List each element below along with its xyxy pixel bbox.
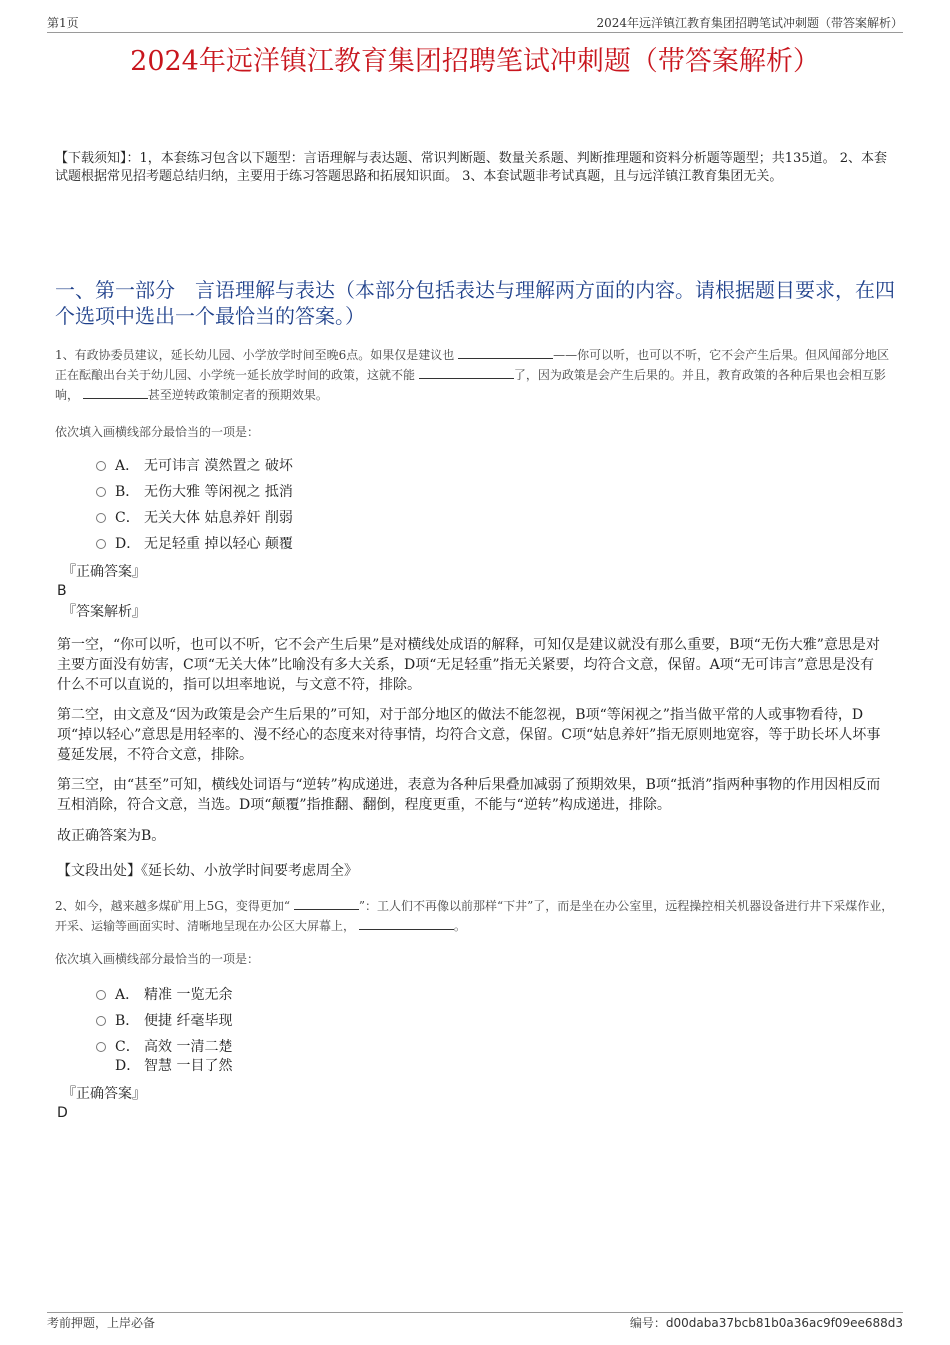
radio-button[interactable] [96, 1042, 106, 1052]
question-1-prompt: 依次填入画横线部分最恰当的一项是： [55, 425, 260, 439]
page-footer [47, 1312, 903, 1329]
page-number: 第1页 [47, 16, 79, 30]
radio-button[interactable] [96, 539, 106, 549]
question-2-stem: 2、如今，越来越多煤矿用上5G，变得更加“ ”：工人们不再像以前那样“下井”了，而是坐在办公室里，远程操控相关机器设备进行井下采煤作业，开采、运输等画面实时、清晰地呈现在办公区大屏幕上， 。 [55, 899, 894, 933]
question-1-answer-label: 『正确答案』 [62, 564, 146, 580]
radio-button[interactable] [96, 513, 106, 523]
blank-line [294, 897, 359, 910]
question-2-prompt: 依次填入画横线部分最恰当的一项是： [55, 952, 260, 966]
document-id: 编号：d00daba37bcb81b0a36ac9f09ee688d3 [629, 1316, 903, 1330]
question-1-stem: 1、有政协委员建议，延长幼儿园、小学放学时间至晚6点。如果仅是建议也 ——你可以听，也可以不听，它不会产生后果。但风闻部分地区正在酝酿出台关于幼儿园、小学统一延长放学时间的政策，这就不能 了，因为政策是会产生后果的。并且，教育政策的各种后果也会相互影响， 甚至逆转政策制定者的预期效果。 [55, 348, 890, 402]
question-1-answer: B [57, 583, 67, 599]
radio-button[interactable] [96, 1016, 106, 1026]
question-2-answer-label: 『正确答案』 [62, 1086, 146, 1102]
question-1-analysis-label: 『答案解析』 [62, 604, 146, 620]
blank-line [359, 917, 454, 930]
blank-line [458, 346, 553, 359]
blank-line [419, 366, 514, 379]
analysis-paragraph: 第一空，“你可以听，也可以不听，它不会产生后果”是对横线处成语的解释，可知仅是建议就没有那么重要，B项“无伤大雅”意思是对主要方面没有妨害，C项“无关大体”比喻没有多大关系，D项“无足轻重”指无关紧要，均符合文意，保留。A项“无可讳言”意思是没有什么不可以直说的，指可以坦率地说，与文意不符，排除。 [57, 637, 880, 693]
document-title: 2024年远洋镇江教育集团招聘笔试冲刺题（带答案解析） [130, 46, 820, 77]
analysis-paragraph: 第二空，由文意及“因为政策是会产生后果的”可知，对于部分地区的做法不能忽视，B项“等闲视之”指当做平常的人或事物看待，D项“掉以轻心”意思是用轻率的、漫不经心的态度来对待事情，均符合文意，保留。C项“姑息养奸”指无原则地宽容，等于助长坏人坏事蔓延发展，不符合文意，排除。 [57, 707, 881, 763]
header-doc-title: 2024年远洋镇江教育集团招聘笔试冲刺题（带答案解析） [596, 16, 903, 30]
page-header [47, 16, 903, 33]
analysis-paragraph: 第三空，由“甚至”可知，横线处词语与“逆转”构成递进，表意为各种后果叠加减弱了预期效果，B项“抵消”指两种事物的作用因相反而互相消除，符合文意，当选。D项“颠覆”指推翻、翻倒，程度更重，不能与“逆转”构成递进，排除。 [57, 777, 881, 813]
download-notice: 【下载须知】：1，本套练习包含以下题型：言语理解与表达题、常识判断题、数量关系题、判断推理题和资料分析题等题型；共135道。 2、本套试题根据常见招考题总结归纳，主要用于练习答题思路和拓展知识面。 3、本套试题非考试真题，且与远洋镇江教育集团无关。 [55, 151, 887, 184]
question-2-answer: D [57, 1105, 68, 1121]
blank-line [83, 386, 148, 399]
radio-button[interactable] [96, 487, 106, 497]
radio-button[interactable] [96, 461, 106, 471]
footer-slogan: 考前押题，上岸必备 [47, 1316, 156, 1330]
analysis-conclusion: 故正确答案为B。 [57, 828, 166, 844]
section-title: 一、第一部分 言语理解与表达（本部分包括表达与理解两方面的内容。请根据题目要求，在四个选项中选出一个最恰当的答案。） [55, 278, 895, 328]
source-citation: 【文段出处】《延长幼、小放学时间要考虑周全》 [57, 863, 358, 879]
radio-button[interactable] [96, 990, 106, 1000]
